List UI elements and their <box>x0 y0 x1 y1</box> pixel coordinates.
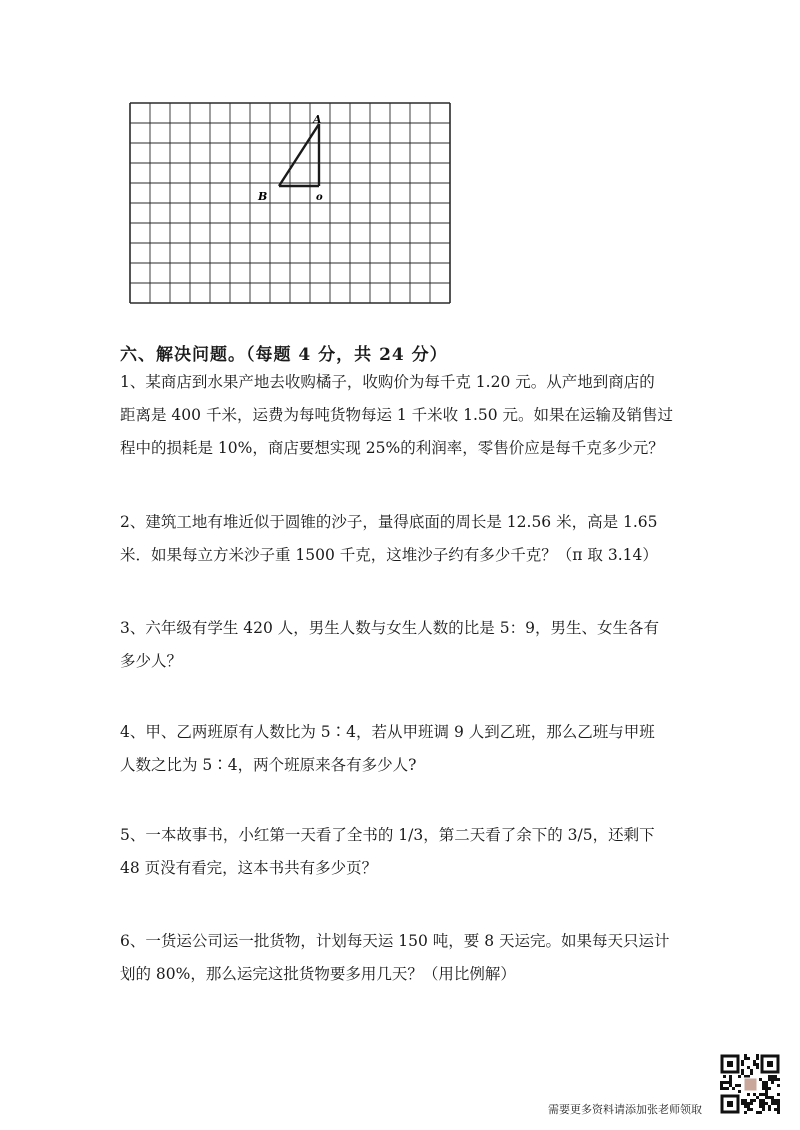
grid-svg <box>129 101 451 311</box>
qr-code-svg <box>720 1054 780 1114</box>
point-b-label: B <box>258 190 268 203</box>
problem-3-line-1: 3、六年级有学生 420 人，男生人数与女生人数的比是 5：9，男生、女生各有 <box>120 619 659 637</box>
problem-6-line-1: 6、一货运公司运一批货物，计划每天运 150 吨，要 8 天运完。如果每天只运计 <box>120 932 670 950</box>
problem-4-line-1: 4、甲、乙两班原有人数比为 5∶4，若从甲班调 9 人到乙班，那么乙班与甲班 <box>120 723 655 741</box>
problem-2-line-2: 米．如果每立方米沙子重 1500 千克，这堆沙子约有多少千克？（π 取 3.14） <box>120 546 658 564</box>
problem-6-line-2: 划的 80%，那么运完这批货物要多用几天？（用比例解） <box>120 965 516 983</box>
problem-6 <box>120 925 700 991</box>
problem-1-line-3: 程中的损耗是 10%，商店要想实现 25%的利润率，零售价应是每千克多少元？ <box>120 439 664 457</box>
problem-4 <box>120 716 700 782</box>
problem-2-line-1: 2、建筑工地有堆近似于圆锥的沙子，量得底面的周长是 12.56 米，高是 1.65 <box>120 513 658 531</box>
problem-1-line-1: 1、某商店到水果产地去收购橘子，收购价为每千克 1.20 元。从产地到商店的 <box>120 373 655 391</box>
point-a-label: A <box>313 113 322 126</box>
problem-5-line-1: 5、一本故事书，小红第一天看了全书的 1/3，第二天看了余下的 3/5，还剩下 <box>120 826 655 844</box>
problem-4-line-2: 人数之比为 5∶4，两个班原来各有多少人? <box>120 756 417 774</box>
point-o-label: o <box>316 192 323 203</box>
grid-lines <box>130 103 450 303</box>
problem-1 <box>120 366 700 465</box>
triangle-side-ba <box>279 124 319 186</box>
problem-2 <box>120 506 700 572</box>
problem-5-line-2: 48 页没有看完，这本书共有多少页？ <box>120 859 378 877</box>
section-title: 六、解决问题。（每题 4 分，共 24 分） <box>120 345 448 365</box>
footer-note: 需要更多资料请添加张老师领取 <box>548 1103 702 1116</box>
problem-3-line-2: 多少人？ <box>120 652 183 670</box>
qr-code-icon <box>720 1054 780 1118</box>
problem-5 <box>120 819 700 885</box>
grid-figure <box>129 101 451 315</box>
problem-3 <box>120 612 700 678</box>
problem-1-line-2: 距离是 400 千米，运费为每吨货物每运 1 千米收 1.50 元。如果在运输及销售过 <box>120 406 674 424</box>
